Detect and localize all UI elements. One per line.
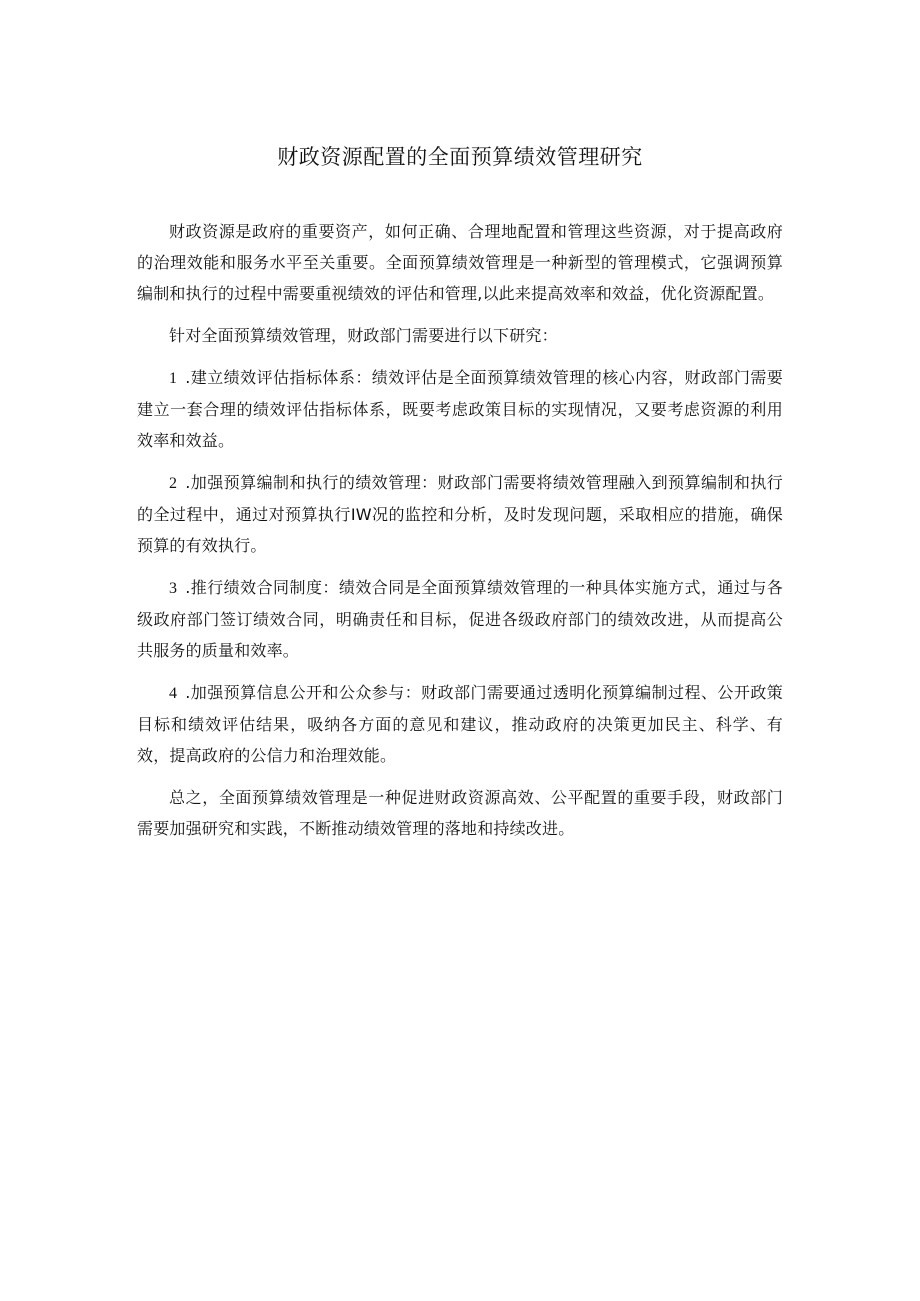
intro-paragraph: 财政资源是政府的重要资产，如何正确、合理地配置和管理这些资源，对于提高政府的治理效能和服务水平至关重要。全面预算绩效管理是一种新型的管理模式，它强调预算编制和执行的过程中需要重视绩效的评估和管理,以此来提高效率和效益，优化资源配置。 — [137, 222, 783, 303]
list-item — [137, 572, 783, 666]
conclusion-paragraph: 总之，全面预算绩效管理是一种促进财政资源高效、公平配置的重要手段，财政部门需要加强研究和实践，不断推动绩效管理的落地和持续改进。 — [137, 788, 783, 838]
list-item — [137, 362, 783, 456]
document-body — [137, 216, 783, 855]
list-item-text: .加强预算信息公开和公众参与：财政部门需要通过透明化预算编制过程、公开政策目标和绩效评估结果，吸纳各方面的意见和建议，推动政府的决策更加民主、科学、有效，提高政府的公信力和治理效能。 — [137, 683, 783, 765]
list-item — [137, 677, 783, 771]
list-item-number: 2 — [169, 475, 178, 492]
list-item-text: .建立绩效评估指标体系：绩效评估是全面预算绩效管理的核心内容，财政部门需要建立一套合理的绩效评估指标体系，既要考虑政策目标的实现情况，又要考虑资源的利用效率和效益。 — [137, 368, 783, 450]
list-item-number: 3 — [169, 580, 178, 597]
lead-paragraph: 针对全面预算绩效管理，财政部门需要进行以下研究： — [169, 326, 558, 345]
list-item — [137, 467, 783, 561]
list-item-text: .加强预算编制和执行的绩效管理：财政部门需要将绩效管理融入到预算编制和执行的全过程中，通过对预算执行IW况的监控和分析，及时发现问题，采取相应的措施，确保预算的有效执行。 — [137, 473, 783, 555]
list-item-text: .推行绩效合同制度：绩效合同是全面预算绩效管理的一种具体实施方式，通过与各级政府部门签订绩效合同，明确责任和目标，促进各级政府部门的绩效改进，从而提高公共服务的质量和效率。 — [137, 578, 783, 660]
list-item-number: 4 — [169, 685, 178, 702]
page-title: 财政资源配置的全面预算绩效管理研究 — [277, 145, 643, 169]
list-item-number: 1 — [169, 370, 178, 387]
